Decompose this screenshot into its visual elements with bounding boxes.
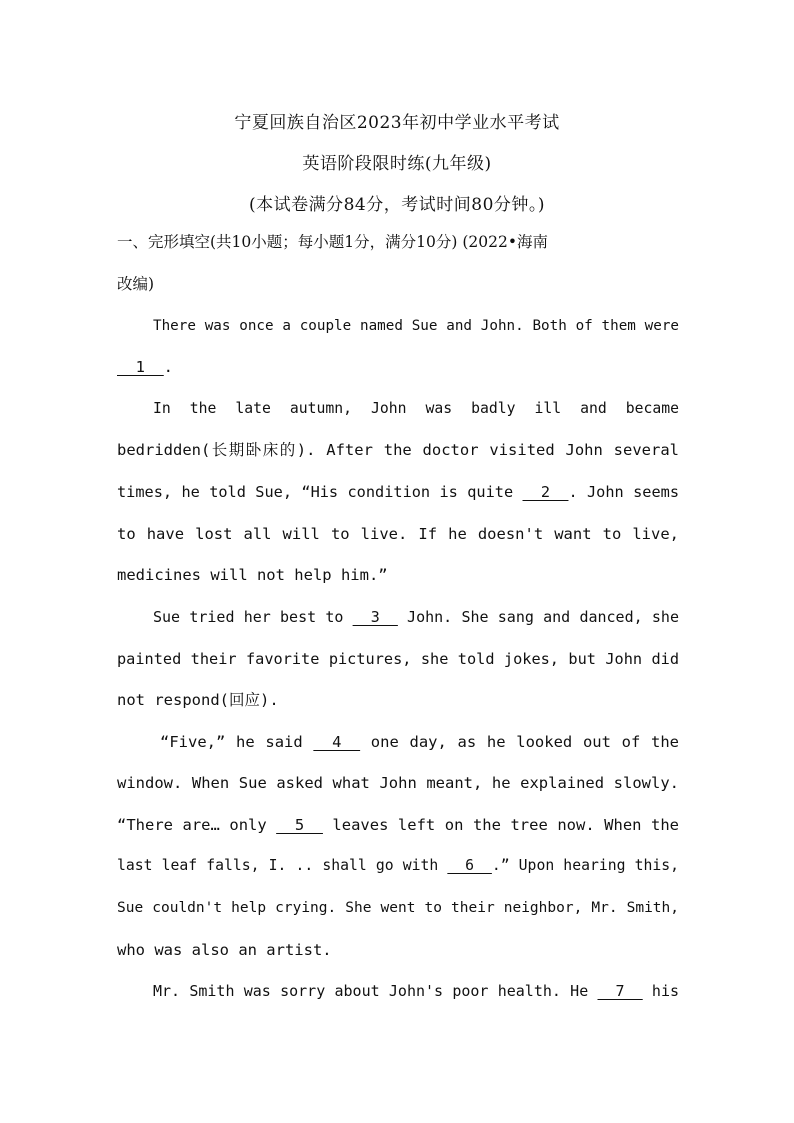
passage-line: last leaf falls, I. .. shall go with __6__.” Upon hearing this, <box>117 857 679 874</box>
passage-line: Mr. Smith was sorry about John's poor health. He __7__ his <box>153 982 679 1000</box>
blank-7[interactable]: __7__ <box>597 982 643 1000</box>
blank-6[interactable]: __6__ <box>447 857 492 874</box>
passage-line: __1__. <box>117 358 174 376</box>
exam-title: 宁夏回族自治区2023年初中学业水平考试 <box>234 113 560 133</box>
passage-line: not respond(回应). <box>117 691 279 709</box>
section-heading: 一、完形填空(共10小题；每小题1分，满分10分) (2022•海南 <box>117 233 548 251</box>
blank-5[interactable]: __5__ <box>276 816 323 834</box>
passage-line: Sue tried her best to __3__ John. She sang and danced, she <box>153 608 679 626</box>
passage-line: “There are… only __5__ leaves left on the tree now. When the <box>117 816 680 834</box>
passage-line: who was also an artist. <box>117 941 332 959</box>
passage-line: “Five,” he said __4__ one day, as he looked out of the <box>160 733 679 751</box>
passage-line: painted their favorite pictures, she told jokes, but John did <box>117 650 679 668</box>
passage-line: bedridden(长期卧床的). After the doctor visited John several <box>117 441 679 459</box>
section-heading-cont: 改编) <box>117 275 155 293</box>
passage-line: In the late autumn, John was badly ill and became <box>153 400 679 417</box>
passage-line: There was once a couple named Sue and John. Both of them were <box>153 318 679 334</box>
blank-4[interactable]: __4__ <box>313 733 361 751</box>
blank-3[interactable]: __3__ <box>352 608 398 626</box>
passage-line: window. When Sue asked what John meant, he explained slowly. <box>117 774 679 792</box>
exam-instructions: (本试卷满分84分，考试时间80分钟。) <box>248 195 546 215</box>
passage-line: times, he told Sue, “His condition is quite __2__. John seems <box>117 483 679 501</box>
passage-line: to have lost all will to live. If he doesn't want to live, <box>117 525 679 543</box>
passage-line: medicines will not help him.” <box>117 566 388 584</box>
blank-2[interactable]: __2__ <box>522 483 569 501</box>
exam-subtitle: 英语阶段限时练(九年级) <box>302 154 492 174</box>
passage-line: Sue couldn't help crying. She went to their neighbor, Mr. Smith, <box>117 900 679 916</box>
blank-1[interactable]: __1__ <box>117 358 164 376</box>
